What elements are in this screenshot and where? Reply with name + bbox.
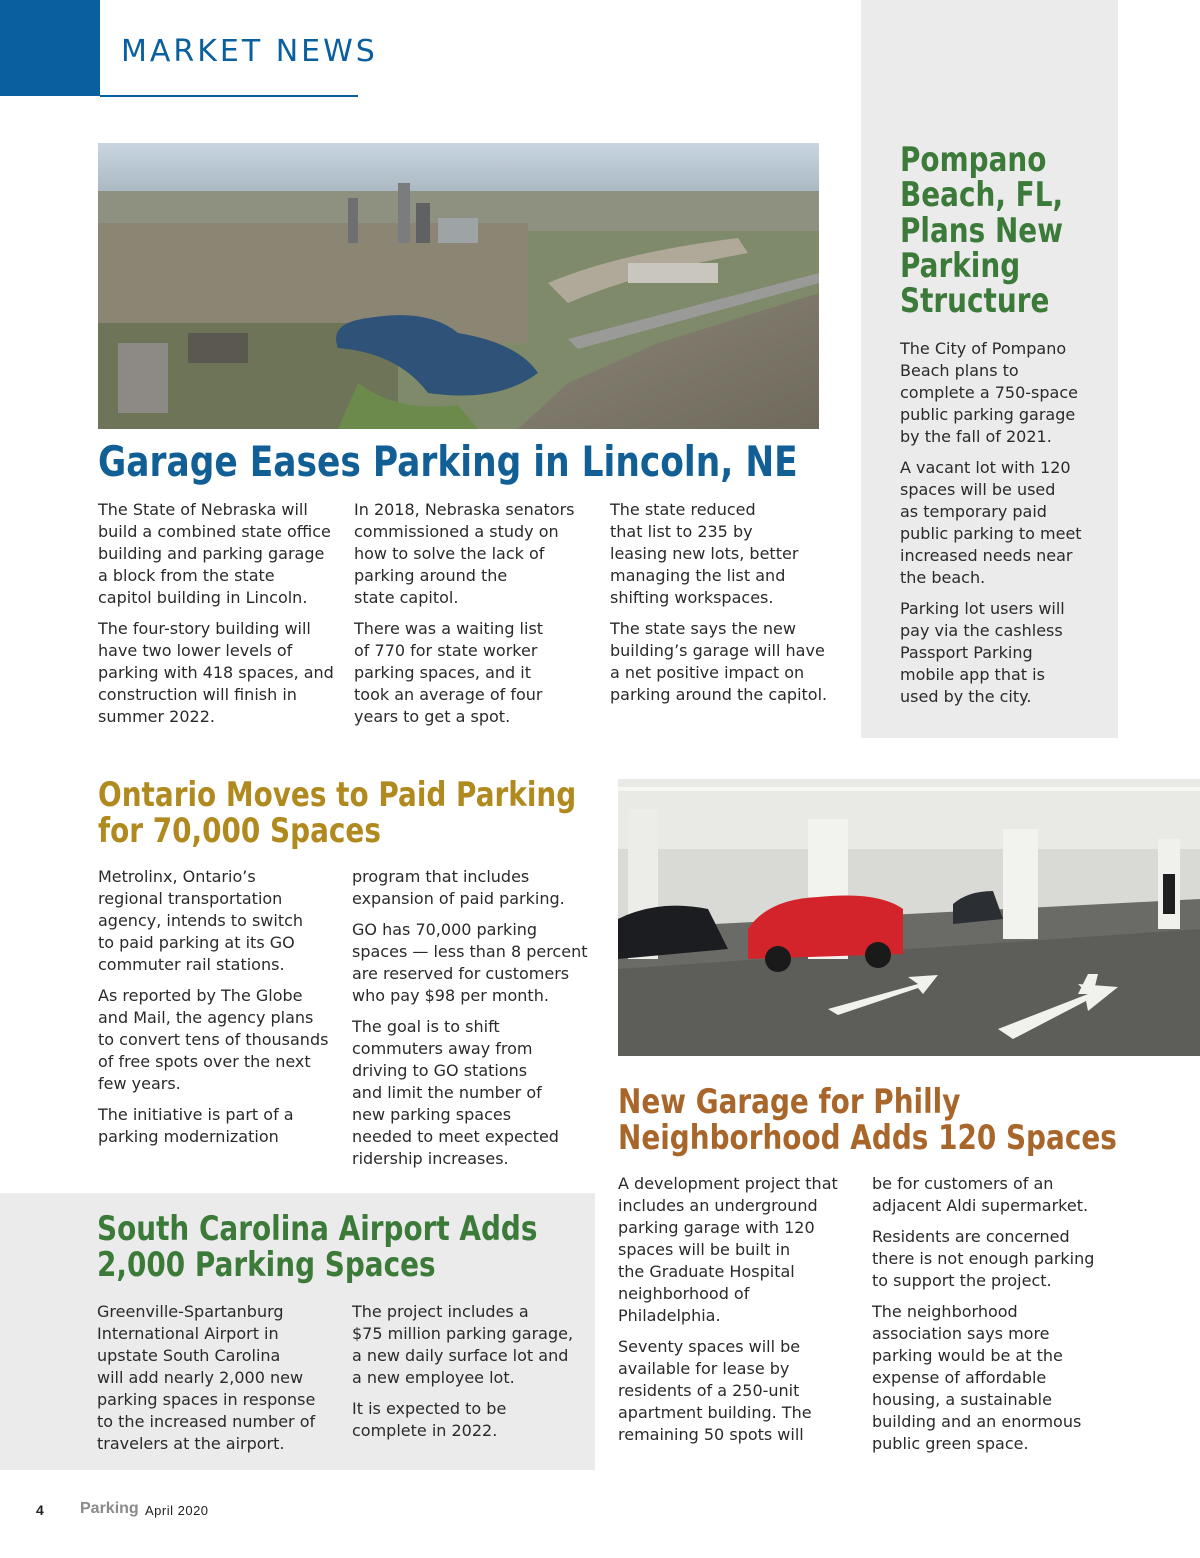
paragraph: Parking lot users will pay via the cashless Passport Parking mobile app that is used by the city. [900,599,1065,706]
paragraph: Metrolinx, Ontario’s regional transportation agency, intends to switch to paid parking at its GO commuter rail stations. [98,867,304,974]
paragraph: There was a waiting list of 770 for state worker parking spaces, and it took an average of four years to get a spot. [354,619,544,726]
philly-column-1 [618,1173,838,1455]
south-carolina-column-2 [352,1301,573,1451]
paragraph: In 2018, Nebraska senators commissioned a study on how to solve the lack of parking around the state capitol. [354,500,575,607]
philly-column-2 [872,1173,1094,1464]
paragraph: Residents are concerned there is not enough parking to support the project. [872,1227,1095,1290]
paragraph: A development project that includes an underground parking garage with 120 spaces will be built in the Graduate Hospital neighborhood of Philadelphia. [618,1174,838,1325]
issue-date: April 2020 [145,1503,209,1518]
paragraph: The neighborhood association says more parking would be at the expense of affordable housing, a sustainable building and an enormous public green space. [872,1302,1082,1453]
paragraph: The state says the new building’s garage will have a net positive impact on parking around the capitol. [610,619,828,704]
paragraph: The four-story building will have two lower levels of parking with 418 spaces, and construction will finish in summer 2022. [98,619,334,726]
paragraph: The initiative is part of a parking modernization [98,1105,294,1146]
header-color-block [0,0,100,96]
paragraph: The City of Pompano Beach plans to complete a 750-space public parking garage by the fall of 2021. [900,339,1078,446]
paragraph: The state reduced that list to 235 by leasing new lots, better managing the list and shifting workspaces. [610,500,799,607]
paragraph: As reported by The Globe and Mail, the agency plans to convert tens of thousands of free spots over the next few years. [98,986,329,1093]
paragraph: The goal is to shift commuters away from driving to GO stations and limit the number of new parking spaces needed to meet expected ridership increases. [352,1017,559,1168]
paragraph: It is expected to be complete in 2022. [352,1399,507,1440]
parking-garage-photo [618,779,1200,1056]
paragraph: program that includes expansion of paid parking. [352,867,565,908]
lincoln-headline: Garage Eases Parking in Lincoln, NE [98,437,798,486]
south-carolina-column-1 [97,1301,315,1464]
ontario-headline: Ontario Moves to Paid Parking for 70,000 Spaces [98,775,577,851]
lincoln-column-2 [354,499,575,737]
paragraph: GO has 70,000 parking spaces — less than 8 percent are reserved for customers who pay $98 per month. [352,920,588,1005]
magazine-name: Parking [80,1500,139,1517]
paragraph: The project includes a $75 million parking garage, a new daily surface lot and a new employee lot. [352,1302,574,1387]
paragraph: A vacant lot with 120 spaces will be used as temporary paid public parking to meet increased needs near the beach. [900,458,1082,587]
paragraph: The State of Nebraska will build a combined state office building and parking garage a block from the state capitol building in Lincoln. [98,500,331,607]
section-label: MARKET NEWS [121,34,378,69]
lincoln-column-1 [98,499,334,737]
philly-headline: New Garage for Philly Neighborhood Adds 120 Spaces [618,1082,1117,1158]
lincoln-aerial-photo [98,143,819,429]
pompano-body [900,338,1082,717]
lincoln-column-3 [610,499,827,715]
paragraph: Greenville-Spartanburg International Airport in upstate South Carolina will add nearly 2,000 new parking spaces in response to the increased number of travelers at the airport. [97,1302,316,1453]
ontario-column-1 [98,866,328,1157]
south-carolina-headline: South Carolina Airport Adds 2,000 Parking Spaces [97,1209,538,1285]
section-divider [100,95,358,97]
ontario-column-2 [352,866,587,1179]
page-number: 4 [36,1502,44,1518]
pompano-headline: Pompano Beach, FL, Plans New Parking Structure [900,140,1064,322]
paragraph: be for customers of an adjacent Aldi supermarket. [872,1174,1089,1215]
paragraph: Seventy spaces will be available for lease by residents of a 250-unit apartment building. The remaining 50 spots will [618,1337,812,1444]
